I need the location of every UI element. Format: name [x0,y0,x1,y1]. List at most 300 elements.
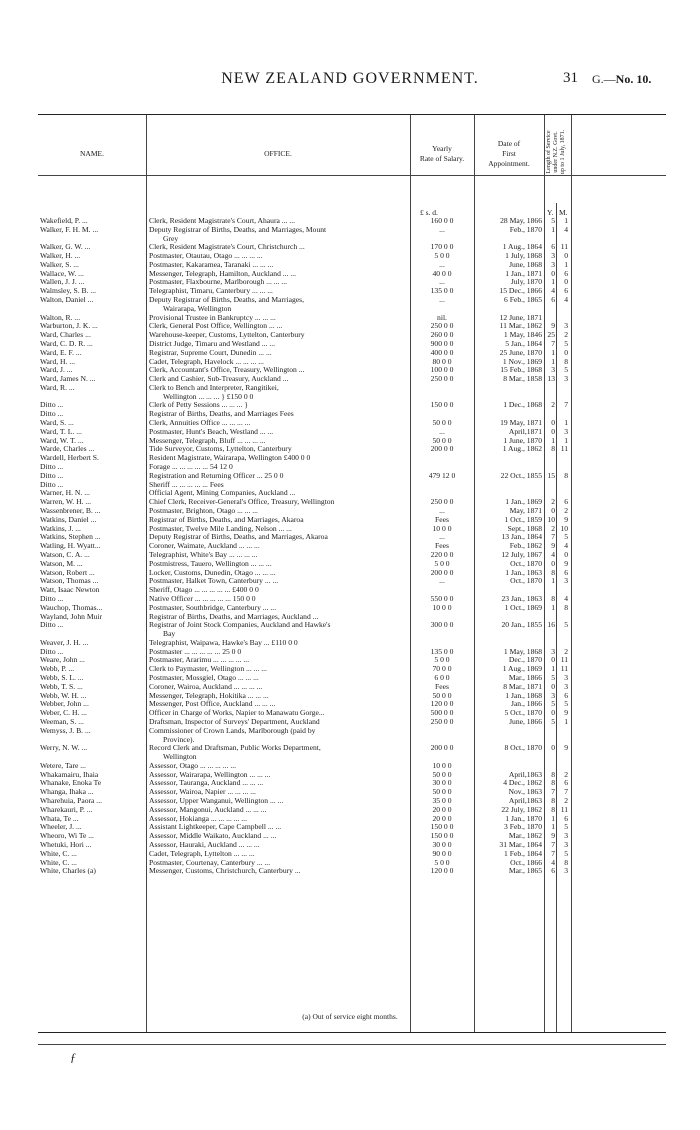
table-row [38,489,666,498]
office-line: Registrar of Births, Deaths, and Marriages, Auckland ... [149,611,319,621]
cell-years: 3 [551,251,555,261]
cell-appointment: 1 June, 1870 [503,435,542,445]
cell-salary: 70 0 0 [432,664,452,674]
office-line: Postmaster ... ... ... ... ... 25 0 0 [149,646,242,656]
cell-years: 0 [551,268,555,278]
cell-name: Watt, Isaac Newton [40,586,100,595]
cell-appointment: 1 Jan., 1863 [505,567,542,577]
cell-months: 9 [564,708,568,718]
cell-months: 8 [564,356,568,366]
header-salary-line1: Yearly [432,144,452,153]
cell-salary: 900 0 0 [430,338,454,348]
office-line: District Judge, Timaru and Westland ... ... [149,338,276,348]
cell-appointment: April,1871 [508,426,542,436]
cell-name: Webb, T. S. ... [40,682,83,691]
cell-name: Whetuki, Hori ... [40,841,92,850]
cell-months: 9 [564,514,568,524]
months-unit: M. [559,208,568,217]
table-row [38,472,666,481]
office-line: Deputy Registrar of Births, Deaths, and Marriages, Akaroa [149,532,328,542]
table-row [38,270,666,279]
table-row [38,639,666,648]
table-row [38,331,666,340]
cell-appointment: 20 Jan., 1855 [501,620,542,630]
office-line: Resident Magistrate, Wairarapa, Wellington £400 0 0 [149,453,311,463]
table-row [38,665,666,674]
table-row [38,841,666,850]
cell-months: 6 [564,497,568,507]
cell-appointment: 1 Aug., 1869 [502,664,542,674]
cell-months: 6 [564,690,568,700]
table-row [38,533,666,542]
office-line: Postmaster, Kakaramea, Taranaki ... ... ... [149,259,274,269]
cell-salary: 120 0 0 [430,866,454,876]
doc-ref-number: No. 10. [615,72,652,86]
table-row [38,692,666,701]
table-row [38,226,666,244]
cell-salary: 90 0 0 [432,848,452,858]
cell-name: Weaver, J. H. ... [40,638,89,647]
cell-appointment: 1 Feb., 1864 [504,848,542,858]
table-row [38,788,666,797]
table-row [38,463,666,472]
table-row [38,366,666,375]
cell-appointment: 15 Feb., 1868 [500,365,542,375]
cell-appointment: Oct., 1870 [510,558,542,568]
cell-appointment: 1 May, 1868 [503,646,542,656]
office-line: Clerk and Cashier, Sub-Treasury, Auckland ... [149,374,289,384]
cell-years: 7 [551,848,555,858]
table-row [38,815,666,824]
salary-units: £ s. d. [420,208,438,217]
office-line: Clerk to Paymaster, Wellington ... ... ... [149,664,267,674]
cell-salary: 5 0 0 [434,251,450,261]
cell-salary: 160 0 0 [430,216,454,225]
cell-years: 1 [551,277,555,287]
office-line: Clerk, Annuities Office ... ... ... ... [149,418,251,428]
office-line: Grey [163,233,179,243]
cell-salary: ... [439,295,445,305]
cell-years: 13 [547,374,555,384]
cell-months: 6 [564,778,568,788]
office-line: Commissioner of Crown Lands, Marlborough (paid by [149,725,316,735]
table-row [38,516,666,525]
table-row [38,806,666,815]
table-row [38,656,666,665]
cell-appointment: 13 Jan., 1864 [501,532,542,542]
cell-years: 5 [551,699,555,709]
cell-years: 9 [551,321,555,331]
cell-name: Wemyss, J. B. ... [40,726,91,735]
office-line: Provisional Trustee in Bankruptcy ... ... ... [149,312,276,322]
cell-salary: 5 0 0 [434,857,450,867]
cell-appointment: 28 May, 1866 [500,216,542,225]
cell-months: 9 [564,558,568,568]
cell-salary: 5 0 0 [434,558,450,568]
office-line: Registrar, Supreme Court, Dunedin ... ... [149,347,272,357]
table-row [38,542,666,551]
cell-name: Warren, W. H. ... [40,498,92,507]
cell-years: 2 [551,497,555,507]
office-line: Postmaster, Courtenay, Canterbury ... ... [149,857,271,867]
cell-months: 1 [564,216,568,225]
cell-salary: ... [439,277,445,287]
office-line: Wairarapa, Wellington [163,303,232,313]
table-body [38,217,666,876]
table-row [38,859,666,868]
cell-name: Watson, Robert ... [40,568,95,577]
cell-years: 8 [551,804,555,814]
cell-years: 6 [551,295,555,305]
cell-appointment: 8 Mar., 1871 [503,681,542,691]
cell-name: Wetere, Tare ... [40,761,86,770]
cell-months: 2 [564,796,568,806]
cell-months: 11 [560,804,568,814]
table-row [38,340,666,349]
cell-salary: 200 0 0 [430,567,454,577]
office-line: Native Officer ... ... ... ... ... 150 0 0 [149,593,256,603]
cell-appointment: Mar., 1865 [508,866,542,876]
cell-name: White, Charles (a) [40,867,96,876]
office-line: Clerk, Resident Magistrate's Court, Christchurch ... [149,242,305,252]
office-line: Assessor, Mangonui, Auckland ... ... ... [149,804,267,814]
cell-name: Watkins, J. ... [40,524,81,533]
cell-appointment: 1 Jan., 1869 [505,497,542,507]
office-line: Registrar of Joint Stock Companies, Auckland and Hawke's [149,620,331,630]
office-line: Postmaster, Brighton, Otago ... ... ... [149,506,258,516]
cell-years: 16 [547,620,555,630]
cell-years: 2 [551,400,555,410]
office-line: Assessor, Otago ... ... ... ... ... [149,760,237,770]
cell-salary: 30 0 0 [432,778,452,788]
cell-years: 8 [551,778,555,788]
office-line: Wellington [163,752,197,762]
cell-appointment: 8 Oct., 1870 [504,743,542,753]
cell-appointment: 1 Aug., 1862 [502,444,542,454]
cell-salary: 135 0 0 [430,646,454,656]
cell-months: 5 [564,822,568,832]
cell-office [149,867,393,876]
cell-years: 25 [547,330,555,340]
cell-appointment: 1 May, 1846 [503,330,542,340]
cell-appointment: 12 June, 1871 [499,312,542,322]
cell-appointment: July, 1870 [510,277,542,287]
cell-appointment: 22 July, 1862 [501,804,542,814]
cell-office [149,384,393,401]
cell-months: 4 [564,541,568,551]
cell-name: Weber, C. H. ... [40,709,87,718]
table-row [38,252,666,261]
cell-salary: 40 0 0 [432,268,452,278]
table-row [38,454,666,463]
table-row [38,823,666,832]
cell-name: Whata, Te ... [40,814,79,823]
office-line: Registrar of Births, Deaths, and Marriages Fees [149,409,294,419]
office-line: Coroner, Wairoa, Auckland ... ... ... ... [149,681,263,691]
table-row [38,850,666,859]
cell-years: 8 [551,567,555,577]
cell-years: 8 [551,796,555,806]
table-row [38,507,666,516]
cell-appointment: 19 May, 1871 [500,418,542,428]
table-row [38,437,666,446]
years-unit: Y. [547,208,554,217]
cell-years: 3 [551,365,555,375]
cell-name: Wallace, W. ... [40,269,84,278]
personnel-table [38,114,666,1033]
cell-name: Ditto ... [40,647,64,656]
cell-name: Ditto ... [40,463,64,472]
cell-salary: 150 0 0 [430,831,454,841]
cell-name: Whanga, Ihaka ... [40,788,94,797]
cell-salary: 250 0 0 [430,497,454,507]
header-service-line1: Length of Service [546,130,552,174]
cell-appointment: 12 July, 1867 [501,550,542,559]
cell-years: 5 [551,673,555,683]
office-line: Postmistress, Tauero, Wellington ... ... ... [149,558,272,568]
cell-months: 10 [560,523,568,533]
table-row [38,560,666,569]
cell-months: 7 [564,400,568,410]
cell-years: 7 [551,840,555,850]
cell-months: 4 [564,295,568,305]
cell-salary: 10 0 0 [432,523,452,533]
cell-name: Warburton, J. K. ... [40,322,98,331]
cell-years: 3 [551,259,555,269]
cell-months: 3 [564,866,568,876]
office-line: Clerk, Accountant's Office, Treasury, Wellington ... [149,365,305,375]
cell-months: 3 [564,321,568,331]
cell-name: Webb, P. ... [40,665,75,674]
office-line: Registration and Returning Officer ... 25 0 0 [149,470,284,480]
office-line: Tide Surveyor, Customs, Lyttelton, Canterbury [149,444,292,454]
office-line: Assistant Lightkeeper, Cape Campbell ... ... [149,822,282,832]
cell-salary: ... [439,506,445,516]
page-title: NEW ZEALAND GOVERNMENT. [221,70,479,87]
cell-years: 1 [551,822,555,832]
page-header [0,70,700,90]
cell-years: 1 [551,813,555,823]
cell-name: Walton, R. ... [40,313,81,322]
cell-salary: 100 0 0 [430,365,454,375]
document-reference [592,72,651,87]
cell-months: 11 [560,242,568,252]
cell-appointment: 6 Feb., 1865 [504,295,542,305]
cell-name: Walton, Daniel ... [40,296,94,305]
cell-salary: 20 0 0 [432,813,452,823]
table-row [38,604,666,613]
cell-name: Wassenbrener, B. ... [40,507,101,516]
cell-months: 1 [564,259,568,269]
table-row [38,296,666,314]
cell-appointment: Dec., 1870 [508,655,542,665]
table-row [38,867,666,876]
cell-years: 4 [551,550,555,559]
cell-name: Wakefield, P. ... [40,217,88,225]
header-service-line3: up to 1 July, 1871. [560,129,566,175]
cell-name: Ward, E. F. ... [40,348,82,357]
table-row [38,498,666,507]
cell-salary: 150 0 0 [430,822,454,832]
cell-years: 1 [551,664,555,674]
cell-months: 5 [564,338,568,348]
cell-months: 4 [564,593,568,603]
cell-months: 3 [564,681,568,691]
cell-name: Watling, H. Wyatt... [40,542,101,551]
office-line: Assessor, Wairoa, Napier ... ... ... ... [149,787,256,797]
cell-salary: 170 0 0 [430,242,454,252]
office-line: Assessor, Middle Waikato, Auckland ... ... [149,831,277,841]
cell-salary: Fees [435,541,449,551]
cell-salary: 50 0 0 [432,435,452,445]
cell-name: Watson, C. A. ... [40,551,90,559]
cell-name: Whakamairu, Ihaia [40,770,99,779]
cell-name: Werry, N. W. ... [40,744,88,753]
office-line: Messenger, Telegraph, Hamilton, Auckland ... ... [149,268,297,278]
table-row [38,797,666,806]
cell-years: 0 [551,506,555,516]
table-row [38,727,666,745]
cell-name: Ward, James N. ... [40,375,96,384]
cell-appointment: 8 Mar., 1858 [503,374,542,384]
office-line: Sheriff ... ... ... ... ... Fees [149,479,224,489]
cell-salary: 250 0 0 [430,374,454,384]
header-service-line2: under N.Z. Govt. [553,131,559,173]
cell-appointment: Oct., 1866 [510,857,542,867]
cell-appointment: June, 1866 [509,717,542,727]
cell-salary: 135 0 0 [430,286,454,296]
cell-months: 3 [564,576,568,586]
office-line: Chief Clerk, Receiver-General's Office, Treasury, Wellington [149,497,335,507]
cell-months: 5 [564,699,568,709]
cell-name: Weare, John ... [40,656,85,665]
table-row [38,744,666,762]
table-row [38,569,666,578]
cell-name: Ward, T. L. ... [40,427,82,436]
cell-appointment: April,1863 [508,769,542,779]
cell-name: Wharehuia, Paora ... [40,797,102,806]
cell-name: Ward, W. T. ... [40,436,84,445]
table-row [38,401,666,410]
table-row [38,709,666,718]
cell-appointment: 1 Jan., 1868 [505,690,542,700]
cell-name: Ward, S. ... [40,419,74,428]
cell-months: 5 [564,848,568,858]
table-row [38,410,666,419]
table-row [38,358,666,367]
office-line: Deputy Registrar of Births, Deaths, and Marriages, [149,295,305,305]
cell-months: 5 [564,532,568,542]
cell-name: Walker, G. W. ... [40,243,91,252]
office-line: Clerk, General Post Office, Wellington ... ... [149,321,283,331]
header-appointment [474,139,544,169]
table-row [38,613,666,622]
cell-appointment: Feb., 1862 [509,541,542,551]
cell-name: Wardell, Herbert S. [40,454,99,463]
cell-name: White, C. ... [40,858,77,867]
cell-months: 11 [560,444,568,454]
cell-appointment: Feb., 1870 [509,224,542,234]
cell-months: 8 [564,470,568,480]
cell-months: 1 [564,435,568,445]
office-line: Postmaster, Flaxbourne, Marlborough ... ... ... [149,277,288,287]
cell-appointment: 11 Mar., 1862 [499,321,542,331]
cell-appointment: Mar., 1866 [508,673,542,683]
cell-years: 6 [551,242,555,252]
office-line: Cadet, Telegraph, Havelock ... ... ... ... [149,356,264,366]
cell-appointment: Sept., 1868 [507,523,542,533]
cell-months: 11 [560,664,568,674]
cell-name: Wauchop, Thomas... [40,603,103,612]
table-row [38,700,666,709]
cell-name: Walker, S. ... [40,260,79,269]
cell-office [149,744,393,761]
cell-years: 5 [551,717,555,727]
office-line: Registrar of Births, Deaths, and Marriages, Akaroa [149,514,304,524]
table-row [38,261,666,270]
cell-appointment: May, 1871 [509,506,542,516]
office-line: Postmaster, Halket Town, Canterbury ... ... [149,576,279,586]
cell-years: 0 [551,681,555,691]
cell-months: 4 [564,224,568,234]
cell-salary: ... [439,576,445,586]
cell-years: 7 [551,338,555,348]
table-row [38,683,666,692]
office-line: Assessor, Hauraki, Auckland ... ... ... [149,840,260,850]
cell-name: Walmsley, S. B. ... [40,287,97,296]
office-line: Wellington ... ... ... } £150 0 0 [163,391,254,401]
cell-name: Wharekauri, P. ... [40,805,93,814]
table-row [38,586,666,595]
office-line: Postmaster, Otautau, Otago ... ... ... ... [149,251,263,261]
header-rule [38,175,666,176]
cell-years: 2 [551,523,555,533]
cell-years: 3 [551,646,555,656]
cell-months: 3 [564,673,568,683]
office-line: Official Agent, Mining Companies, Auckland ... [149,488,296,498]
cell-years: 1 [551,347,555,357]
cell-salary: 250 0 0 [430,321,454,331]
cell-name: Wheoro, Wi Te ... [40,832,94,841]
cell-salary: 50 0 0 [432,418,452,428]
office-line: Messenger, Telegraph, Bluff ... ... ... ... [149,435,266,445]
cell-years: 1 [551,602,555,612]
cell-appointment: 5 Oct., 1870 [504,708,542,718]
cell-name: Webb, S. L. ... [40,674,84,683]
office-line: Officer in Charge of Works, Napier to Manawatu Gorge... [149,708,325,718]
cell-name: Ditto ... [40,621,64,630]
cell-years: 9 [551,541,555,551]
cell-years: 0 [551,743,555,753]
cell-name: Ditto ... [40,401,64,410]
table-row [38,428,666,437]
cell-months: 11 [560,655,568,665]
cell-salary: 10 0 0 [432,602,452,612]
cell-years: 10 [547,514,555,524]
office-line: Messenger, Customs, Christchurch, Canterbury ... [149,866,301,876]
cell-salary: 6 0 0 [434,673,450,683]
office-line: Postmaster, Ararimu ... ... ... ... ... [149,655,250,665]
cell-appointment: 1 Jan., 1871 [505,268,542,278]
cell-years: 8 [551,593,555,603]
table-row [38,287,666,296]
cell-years: 1 [551,356,555,366]
cell-months: 1 [564,418,568,428]
office-line: Clerk to Bench and Interpreter, Rangitikei, [149,382,279,392]
cell-appointment: Jan., 1866 [510,699,542,709]
office-line: Postmaster, Southbridge, Canterbury ... ... [149,602,277,612]
cell-name: Ward, H. ... [40,357,76,366]
